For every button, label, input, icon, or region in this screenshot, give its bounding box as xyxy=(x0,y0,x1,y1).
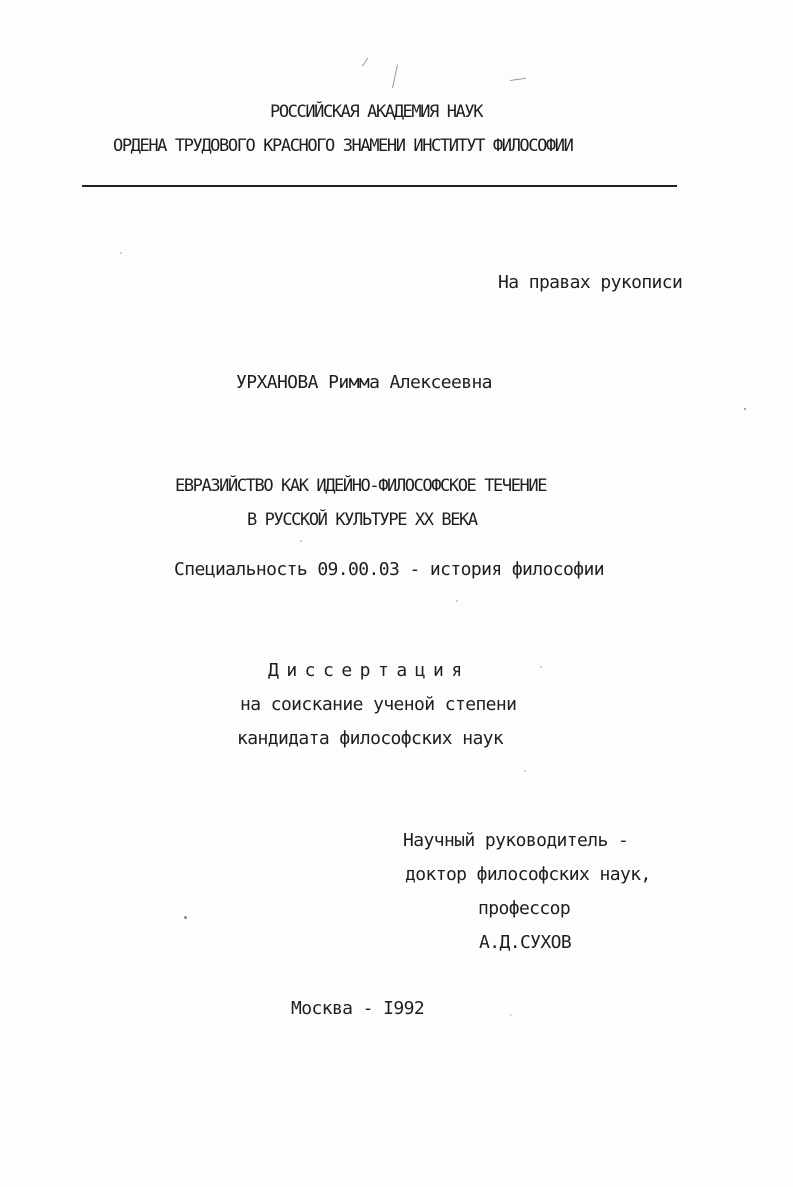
specialty: Специальность 09.00.03 - история философии xyxy=(174,559,604,580)
scan-speck xyxy=(184,916,187,919)
scan-speck xyxy=(540,666,542,668)
city-year: Москва - I992 xyxy=(291,998,425,1019)
pen-mark xyxy=(392,65,398,89)
dissertation-degree: кандидата философских наук xyxy=(237,728,504,749)
pen-mark xyxy=(510,78,526,81)
scan-speck xyxy=(510,1014,512,1016)
author-name: УРХАНОВА Римма Алексеевна xyxy=(236,372,492,393)
academy-heading: РОССИЙСКАЯ АКАДЕМИЯ НАУК xyxy=(270,102,483,122)
supervisor-role: Научный руководитель - xyxy=(403,830,629,851)
scan-speck xyxy=(300,540,302,542)
dissertation-label: Диссертация xyxy=(268,660,470,681)
dissertation-purpose: на соискание ученой степени xyxy=(240,694,517,715)
header-divider xyxy=(82,185,677,187)
scan-speck xyxy=(524,770,526,772)
supervisor-rank: профессор xyxy=(478,898,571,919)
scan-speck xyxy=(456,600,458,602)
pen-mark xyxy=(362,58,368,67)
dissertation-title-line-1: ЕВРАЗИЙСТВО КАК ИДЕЙНО-ФИЛОСОФСКОЕ ТЕЧЕНИЕ xyxy=(175,476,547,496)
dissertation-title-line-2: В РУССКОЙ КУЛЬТУРЕ XX ВЕКА xyxy=(247,510,477,530)
scan-speck xyxy=(744,408,746,410)
supervisor-degree: доктор философских наук, xyxy=(405,864,651,885)
supervisor-name: А.Д.СУХОВ xyxy=(479,932,572,953)
institute-heading: ОРДЕНА ТРУДОВОГО КРАСНОГО ЗНАМЕНИ ИНСТИТУТ ФИЛОСОФИИ xyxy=(113,136,573,156)
manuscript-note: На правах рукописи xyxy=(498,272,683,293)
scan-speck xyxy=(120,252,122,254)
